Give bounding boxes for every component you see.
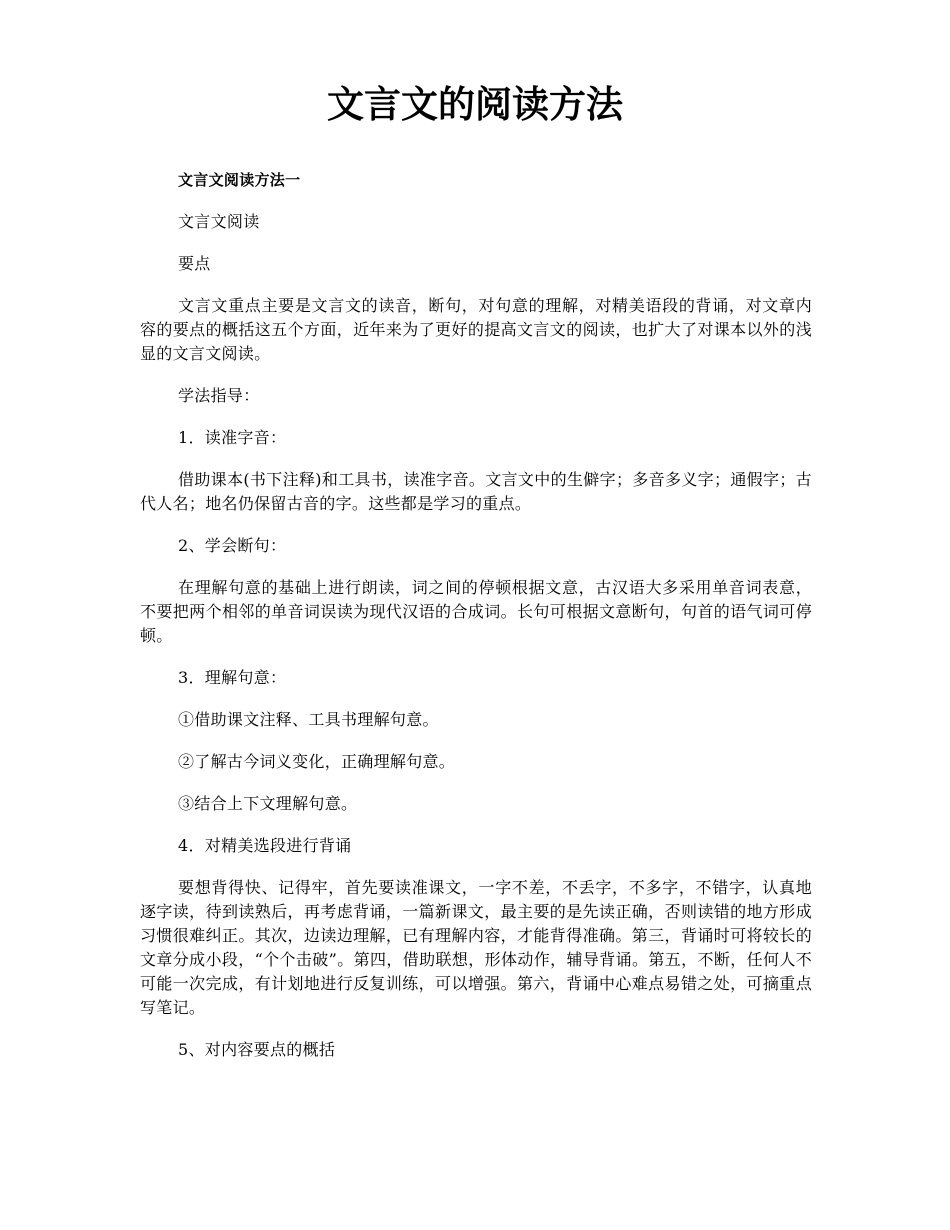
list-item-heading: 3．理解句意： [178, 668, 287, 687]
section-heading: 文言文阅读方法一 [178, 171, 301, 189]
list-item-heading: 1．读准字音： [178, 428, 287, 447]
list-item: ③结合上下文理解句意。 [178, 794, 358, 813]
list-item: ①借助课文注释、工具书理解句意。 [178, 710, 439, 729]
paragraph: 要想背得快、记得牢，首先要读准课文，一字不差，不丢字，不多字，不错字，认真地逐字读，待到读熟后，再考虑背诵，一篇新课文，最主要的是先读正确，否则读错的地方形成习惯很难纠正。其次，边读边理解，已有理解内容，才能背得准确。第三，背诵时可将较长的文章分成小段，“个个击破”。第四，借助联想，形体动作，辅导背诵。第五，不断，任何人不可能一次完成，有计划地进行反复训练，可以增强。第六，背诵中心难点易错之处，可摘重点写笔记。 [140, 878, 812, 1017]
paragraph: 学法指导： [178, 386, 260, 405]
document-title: 文言文的阅读方法 [327, 83, 623, 126]
paragraph: 借助课本(书下注释)和工具书，读准字音。文言文中的生僻字；多音多义字；通假字；古代人名；地名仍保留古音的字。这些都是学习的重点。 [140, 470, 812, 513]
paragraph: 文言文阅读 [178, 212, 260, 231]
paragraph: 文言文重点主要是文言文的读音，断句，对句意的理解，对精美语段的背诵，对文章内容的要点的概括这五个方面，近年来为了更好的提高文言文的阅读，也扩大了对课本以外的浅显的文言文阅读。 [140, 296, 812, 363]
list-item-heading: 2、学会断句： [178, 536, 287, 555]
document-body [140, 168, 812, 1080]
list-item-heading: 5、对内容要点的概括 [178, 1040, 336, 1059]
paragraph: 要点 [178, 254, 211, 273]
list-item: ②了解古今词义变化，正确理解句意。 [178, 752, 456, 771]
list-item-heading: 4．对精美选段进行背诵 [178, 836, 352, 855]
paragraph: 在理解句意的基础上进行朗读，词之间的停顿根据文意，古汉语大多采用单音词表意，不要把两个相邻的单音词误读为现代汉语的合成词。长句可根据文意断句，句首的语气词可停顿。 [140, 578, 812, 645]
